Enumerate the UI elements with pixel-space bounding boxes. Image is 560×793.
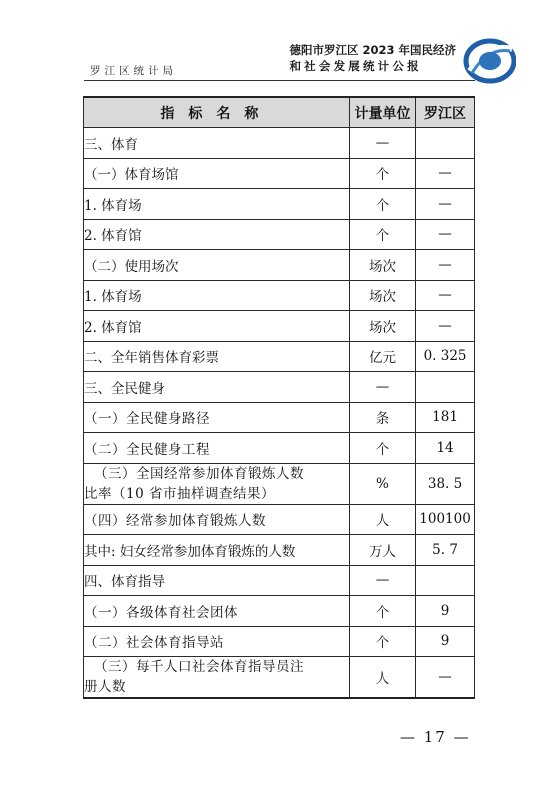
row-unit: 场次 bbox=[349, 311, 415, 342]
report-title-line1: 德阳市罗江区 2023 年国民经济 bbox=[289, 43, 456, 57]
table-row bbox=[84, 341, 475, 372]
table-row bbox=[84, 219, 475, 250]
row-value: — bbox=[416, 219, 475, 250]
row-unit: 个 bbox=[349, 433, 415, 464]
row-name bbox=[84, 657, 350, 699]
row-unit: 人 bbox=[349, 657, 415, 699]
table-row bbox=[84, 626, 475, 657]
row-name-line1: （三）全国经常参加体育锻炼人数 bbox=[94, 465, 304, 482]
table-row bbox=[84, 128, 475, 159]
row-name-line2: 比率（10 省市抽样调查结果） bbox=[84, 485, 275, 502]
row-value: 9 bbox=[416, 626, 475, 657]
report-title-line2: 和社会发展统计公报 bbox=[289, 59, 422, 73]
row-unit: 亿元 bbox=[349, 341, 415, 372]
column-header-luojiang: 罗江区 bbox=[416, 97, 475, 128]
row-unit: 条 bbox=[349, 402, 415, 433]
table-row bbox=[84, 504, 475, 535]
row-unit: 个 bbox=[349, 158, 415, 189]
row-name: （二）全民健身工程 bbox=[84, 433, 350, 464]
row-name: 其中: 妇女经常参加体育锻炼的人数 bbox=[84, 535, 350, 566]
row-unit: — bbox=[349, 128, 415, 159]
row-value: 0. 325 bbox=[416, 341, 475, 372]
row-name: （一）体育场馆 bbox=[84, 158, 350, 189]
org-name: 罗江区统计局 bbox=[90, 65, 177, 77]
row-value: 100100 bbox=[416, 504, 475, 535]
page-number: — 17 — bbox=[400, 728, 471, 746]
table-row bbox=[84, 250, 475, 281]
table-row bbox=[84, 433, 475, 464]
table-row bbox=[84, 463, 475, 504]
row-name: 四、体育指导 bbox=[84, 565, 350, 596]
row-name-line1: （三）每千人口社会体育指导员注 bbox=[94, 659, 304, 675]
row-unit: 场次 bbox=[349, 280, 415, 311]
table-row bbox=[84, 535, 475, 566]
table-row bbox=[84, 311, 475, 342]
row-unit: 万人 bbox=[349, 535, 415, 566]
row-name: 三、体育 bbox=[84, 128, 350, 159]
row-name: （一）各级体育社会团体 bbox=[84, 596, 350, 627]
row-value bbox=[416, 128, 475, 159]
row-value bbox=[416, 565, 475, 596]
table-row bbox=[84, 189, 475, 220]
row-unit: 场次 bbox=[349, 250, 415, 281]
table-row bbox=[84, 657, 475, 699]
row-name: （二）使用场次 bbox=[84, 250, 350, 281]
row-value: 38. 5 bbox=[416, 463, 475, 504]
table-row bbox=[84, 372, 475, 403]
row-value: — bbox=[416, 189, 475, 220]
row-unit: % bbox=[349, 463, 415, 504]
row-unit: — bbox=[349, 372, 415, 403]
row-name: 二、全年销售体育彩票 bbox=[84, 341, 350, 372]
column-header-indicator: 指标名称 bbox=[84, 97, 350, 128]
row-name: 三、全民健身 bbox=[84, 372, 350, 403]
table-row bbox=[84, 280, 475, 311]
row-value: — bbox=[416, 657, 475, 699]
row-name: 1. 体育场 bbox=[84, 280, 350, 311]
row-name: 2. 体育馆 bbox=[84, 219, 350, 250]
row-unit: 个 bbox=[349, 626, 415, 657]
row-unit: 个 bbox=[349, 189, 415, 220]
table-row bbox=[84, 596, 475, 627]
row-unit: 个 bbox=[349, 219, 415, 250]
row-value: 181 bbox=[416, 402, 475, 433]
row-value: — bbox=[416, 250, 475, 281]
row-value: — bbox=[416, 280, 475, 311]
row-name: （二）社会体育指导站 bbox=[84, 626, 350, 657]
row-name: （一）全民健身路径 bbox=[84, 402, 350, 433]
table-header-row bbox=[84, 97, 475, 128]
table-row bbox=[84, 402, 475, 433]
row-name-line2: 册人数 bbox=[84, 679, 126, 695]
row-name bbox=[84, 463, 350, 504]
row-name: （四）经常参加体育锻炼人数 bbox=[84, 504, 350, 535]
row-value bbox=[416, 372, 475, 403]
table-row bbox=[84, 565, 475, 596]
column-header-unit: 计量单位 bbox=[349, 97, 415, 128]
row-value: 5. 7 bbox=[416, 535, 475, 566]
table-row bbox=[84, 158, 475, 189]
row-name: 2. 体育馆 bbox=[84, 311, 350, 342]
report-title bbox=[289, 42, 456, 74]
row-value: 14 bbox=[416, 433, 475, 464]
row-value: 9 bbox=[416, 596, 475, 627]
header-rule bbox=[84, 80, 475, 81]
sports-statistics-table bbox=[83, 96, 475, 699]
row-unit: 个 bbox=[349, 596, 415, 627]
row-value: — bbox=[416, 311, 475, 342]
row-value: — bbox=[416, 158, 475, 189]
row-unit: — bbox=[349, 565, 415, 596]
row-unit: 人 bbox=[349, 504, 415, 535]
row-name: 1. 体育场 bbox=[84, 189, 350, 220]
statistics-logo-icon bbox=[460, 37, 516, 85]
